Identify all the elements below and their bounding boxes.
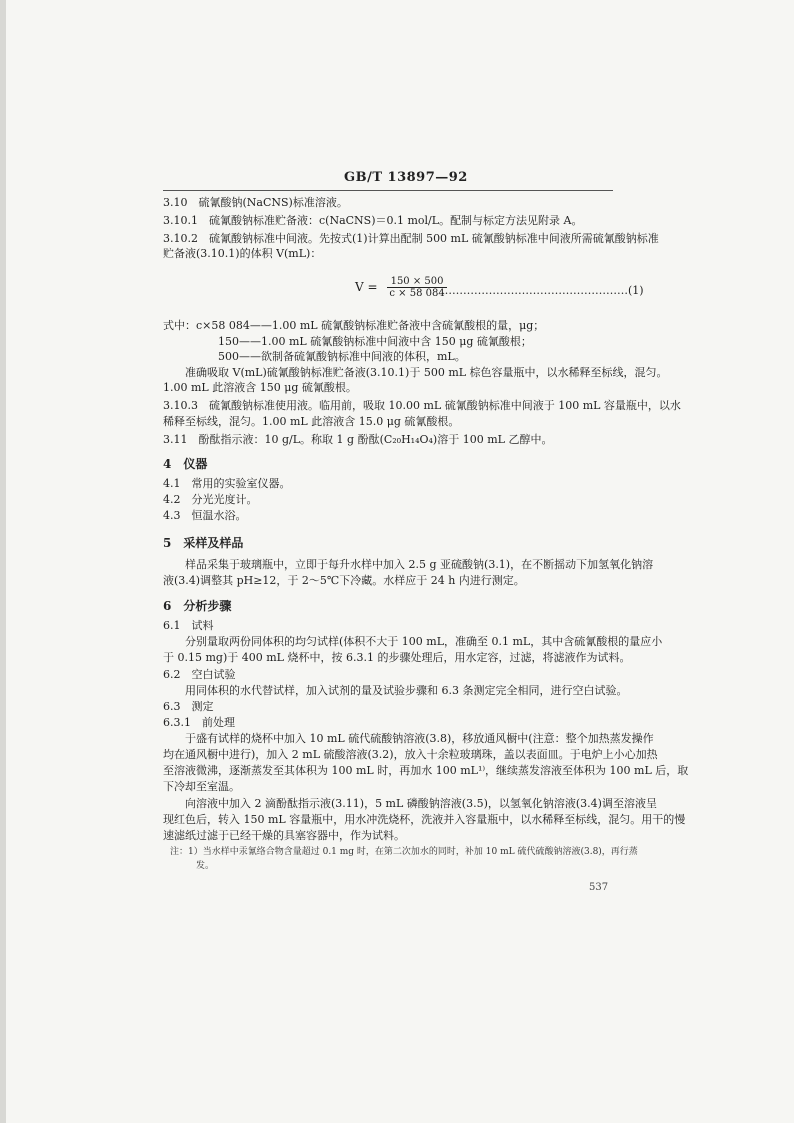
- para-pretreatment-3: 至溶液微沸，逐渐蒸发至其体积为 100 mL 时，再加水 100 mL¹⁾，继续蒸发溶液至体积为 100 mL 后，取: [163, 764, 689, 777]
- para-blank: 用同体积的水代替试样，加入试剂的量及试验步骤和 6.3 条测定完全相同，进行空白试验。: [185, 684, 628, 697]
- formula-number: ……………………………………………(1): [441, 284, 644, 297]
- where-line-3: 500——欲制备硫氰酸钠标准中间液的体积，mL。: [218, 350, 466, 363]
- clause-4-2: 4.2 分光光度计。: [163, 493, 258, 506]
- para-sampling-cont: 液(3.4)调整其 pH≥12，于 2～5℃下冷藏。水样应于 24 h 内进行测定。: [163, 574, 525, 587]
- page-number: 537: [589, 882, 609, 893]
- scan-edge: [0, 0, 6, 1123]
- clause-3-10-3-cont: 稀释至标线，混匀。1.00 mL 此溶液含 15.0 μg 硫氰酸根。: [163, 415, 460, 428]
- clause-3-10-1: 3.10.1 硫氰酸钠标准贮备液：c(NaCNS)＝0.1 mol/L。配制与标定方法见附录 A。: [163, 214, 583, 227]
- clause-4-3: 4.3 恒温水浴。: [163, 509, 247, 522]
- para-indicator-3: 速滤纸过滤于已经干燥的具塞容器中，作为试料。: [163, 829, 405, 842]
- standard-header: GB/T 13897—92: [344, 170, 468, 185]
- para-accurate: 准确吸取 V(mL)硫氰酸钠标准贮备液(3.10.1)于 500 mL 棕色容量瓶中，以水稀释至标线，混匀。: [185, 366, 668, 379]
- section-6-heading: 6 分析步骤: [163, 599, 232, 613]
- footnote-line-2: 发。: [196, 861, 215, 871]
- clause-6-3: 6.3 测定: [163, 700, 214, 713]
- para-indicator-1: 向溶液中加入 2 滴酚酞指示液(3.11)，5 mL 磷酸钠溶液(3.5)，以氢氧化钠溶液(3.4)调至溶液呈: [185, 797, 657, 810]
- clause-3-10: 3.10 硫氰酸钠(NaCNS)标准溶液。: [163, 196, 348, 209]
- clause-3-10-2: 3.10.2 硫氰酸钠标准中间液。先按式(1)计算出配制 500 mL 硫氰酸钠标准中间液所需硫氰酸钠标准: [163, 232, 659, 245]
- clause-6-2: 6.2 空白试验: [163, 668, 236, 681]
- para-accurate-cont: 1.00 mL 此溶液含 150 μg 硫氰酸根。: [163, 381, 357, 394]
- formula-denominator: c × 58 084: [389, 288, 445, 299]
- para-test-portion-cont: 于 0.15 mg)于 400 mL 烧杯中，按 6.3.1 的步骤处理后，用水定容，过滤，将滤液作为试料。: [163, 651, 631, 664]
- where-line-1: 式中：c×58 084——1.00 mL 硫氰酸钠标准贮备液中含硫氰酸根的量，μg；: [163, 319, 545, 332]
- header-rule: [163, 190, 613, 191]
- section-4-heading: 4 仪器: [163, 457, 208, 471]
- clause-3-11: 3.11 酚酞指示液：10 g/L。称取 1 g 酚酞(C₂₀H₁₄O₄)溶于 100 mL 乙醇中。: [163, 433, 553, 446]
- clause-3-10-2-cont: 贮备液(3.10.1)的体积 V(mL)：: [163, 247, 322, 260]
- para-indicator-2: 现红色后，转入 150 mL 容量瓶中，用水冲洗烧杯，洗液并入容量瓶中，以水稀释至标线，混匀。用干的慢: [163, 813, 686, 826]
- footnote-line-1: 注：1）当水样中汞氰络合物含量超过 0.1 mg 时，在第二次加水的同时，补加 10 mL 硫代硫酸钠溶液(3.8)，再行蒸: [170, 847, 638, 857]
- clause-6-3-1: 6.3.1 前处理: [163, 716, 235, 729]
- clause-6-1: 6.1 试料: [163, 619, 214, 632]
- formula-lhs: V =: [355, 280, 378, 294]
- formula-fraction: [387, 276, 446, 299]
- formula-numerator: 150 × 500: [387, 276, 446, 288]
- clause-4-1: 4.1 常用的实验室仪器。: [163, 477, 291, 490]
- para-pretreatment-2: 均在通风橱中进行)，加入 2 mL 硫酸溶液(3.2)，放入十余粒玻璃珠，盖以表面皿。于电炉上小心加热: [163, 748, 658, 761]
- where-line-2: 150——1.00 mL 硫氰酸钠标准中间液中含 150 μg 硫氰酸根；: [218, 335, 532, 348]
- para-pretreatment-4: 下冷却至室温。: [163, 780, 240, 793]
- formula-1: [355, 276, 447, 299]
- clause-3-10-3: 3.10.3 硫氰酸钠标准使用液。临用前，吸取 10.00 mL 硫氰酸钠标准中间液于 100 mL 容量瓶中，以水: [163, 399, 681, 412]
- para-test-portion: 分别量取两份同体积的均匀试样(体积不大于 100 mL，准确至 0.1 mL，其中含硫氰酸根的量应小: [185, 635, 663, 648]
- para-pretreatment-1: 于盛有试样的烧杯中加入 10 mL 硫代硫酸钠溶液(3.8)，移放通风橱中(注意：整个加热蒸发操作: [185, 732, 654, 745]
- para-sampling: 样品采集于玻璃瓶中，立即于每升水样中加入 2.5 g 亚硫酸钠(3.1)，在不断摇动下加氢氧化钠溶: [185, 558, 654, 571]
- section-5-heading: 5 采样及样品: [163, 536, 244, 550]
